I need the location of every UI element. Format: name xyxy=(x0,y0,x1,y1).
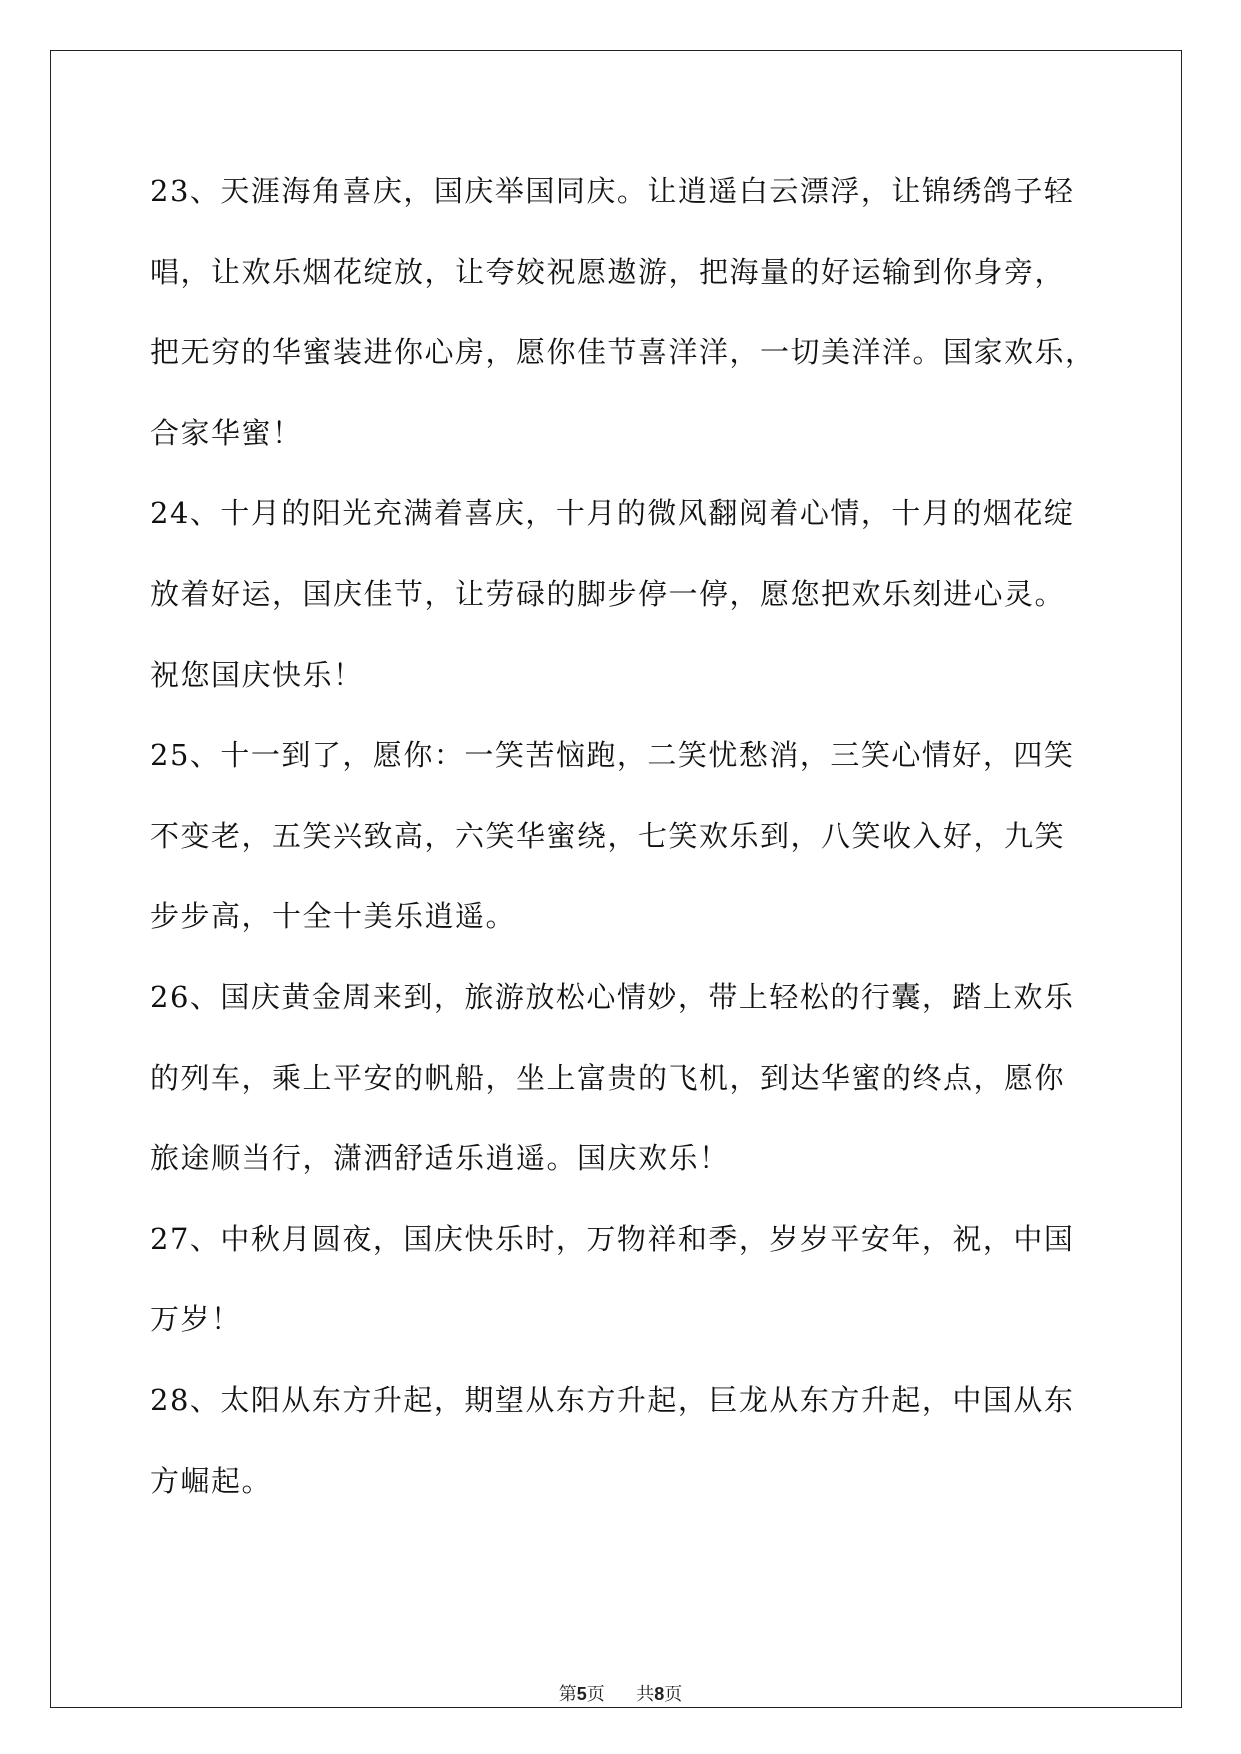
text-line: 的列车，乘上平安的帆船，坐上富贵的飞机，到达华蜜的终点，愿你 xyxy=(150,1060,1066,1095)
total-pages-label xyxy=(636,1680,682,1706)
page-suffix: 页 xyxy=(586,1684,605,1705)
total-prefix: 共 xyxy=(636,1684,655,1705)
text-line: 放着好运，国庆佳节，让劳碌的脚步停一停，愿您把欢乐刻进心灵。 xyxy=(150,576,1066,611)
page-prefix: 第 xyxy=(558,1684,577,1705)
text-line: 28、太阳从东方升起，期望从东方升起，巨龙从东方升起，中国从东 xyxy=(150,1382,1075,1417)
page-number-label xyxy=(559,1680,605,1706)
text-line: 旅途顺当行，潇洒舒适乐逍遥。国庆欢乐！ xyxy=(150,1141,730,1176)
page-footer xyxy=(0,1680,1241,1706)
total-pages-number: 8 xyxy=(654,1684,665,1704)
text-line: 23、天涯海角喜庆，国庆举国同庆。让逍遥白云漂浮，让锦绣鸽子轻 xyxy=(150,174,1075,208)
text-line: 24、十月的阳光充满着喜庆，十月的微风翻阅着心情，十月的烟花绽 xyxy=(150,496,1075,531)
document-body xyxy=(150,151,1100,1521)
text-line: 27、中秋月圆夜，国庆快乐时，万物祥和季，岁岁平安年，祝，中国 xyxy=(150,1221,1075,1256)
text-line: 把无穷的华蜜装进你心房，愿你佳节喜洋洋，一切美洋洋。国家欢乐， xyxy=(150,335,1096,370)
text-line: 26、国庆黄金周来到，旅游放松心情妙，带上轻松的行囊，踏上欢乐 xyxy=(150,979,1075,1014)
text-line: 合家华蜜！ xyxy=(150,415,303,450)
text-line: 唱，让欢乐烟花绽放，让夸姣祝愿遨游，把海量的好运输到你身旁， xyxy=(150,254,1066,289)
text-line: 祝您国庆快乐！ xyxy=(150,657,364,692)
current-page-number: 5 xyxy=(576,1684,587,1704)
text-line: 万岁！ xyxy=(150,1302,242,1337)
text-line: 不变老，五笑兴致高，六笑华蜜绕，七笑欢乐到，八笑收入好，九笑 xyxy=(150,818,1066,853)
total-suffix: 页 xyxy=(664,1684,683,1705)
text-line: 步步高，十全十美乐逍遥。 xyxy=(150,899,517,934)
text-line: 25、十一到了，愿你：一笑苦恼跑，二笑忧愁消，三笑心情好，四笑 xyxy=(150,738,1075,773)
text-line: 方崛起。 xyxy=(150,1463,273,1498)
